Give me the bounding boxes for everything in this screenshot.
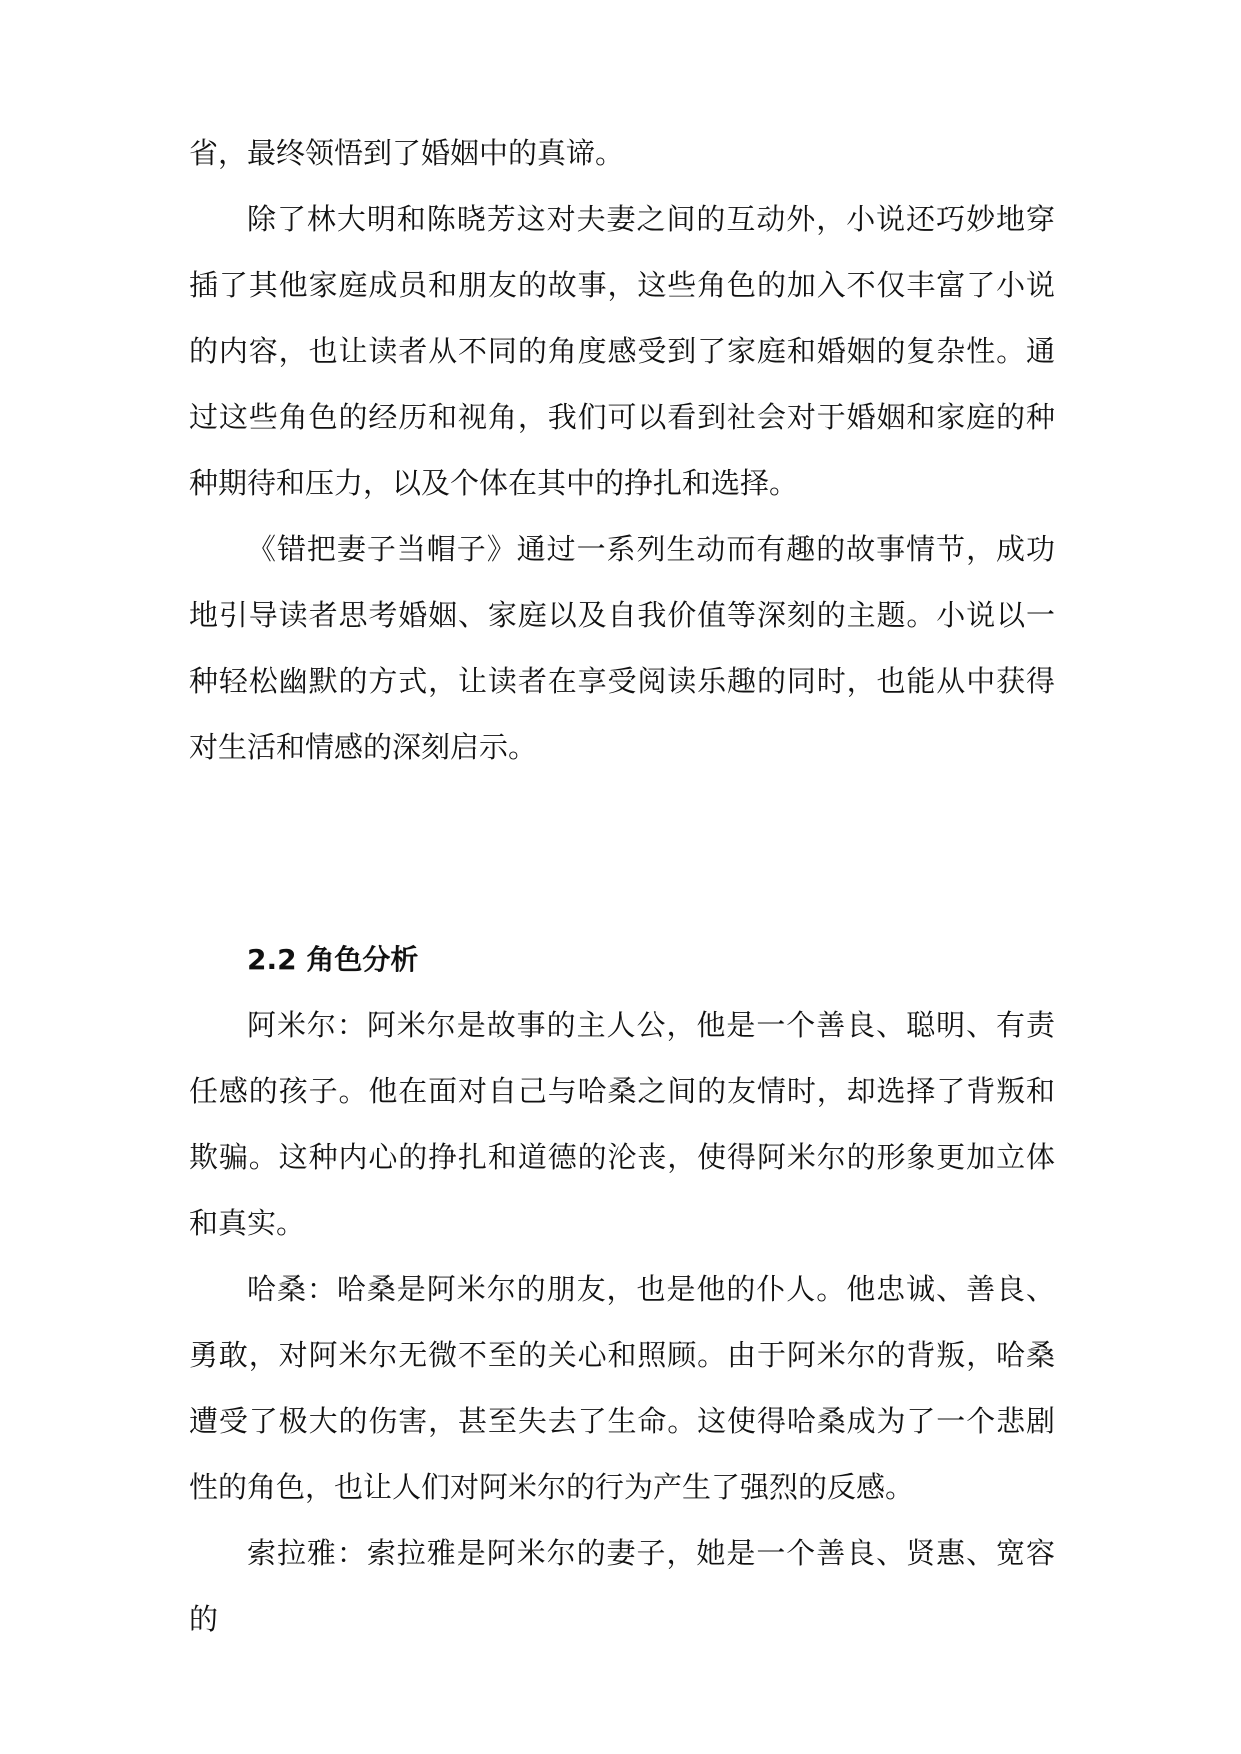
paragraph-hassan: 哈桑：哈桑是阿米尔的朋友，也是他的仆人。他忠诚、善良、勇敢，对阿米尔无微不至的关心和照顾。由于阿米尔的背叛，哈桑遭受了极大的伤害，甚至失去了生命。这使得哈桑成为了一个悲剧性的角色，也让人们对阿米尔的行为产生了强烈的反感。 [189,1272,1055,1504]
section-heading: 2.2 角色分析 [247,943,419,976]
paragraph-novel-summary: 《错把妻子当帽子》通过一系列生动而有趣的故事情节，成功地引导读者思考婚姻、家庭以及自我价值等深刻的主题。小说以一种轻松幽默的方式，让读者在享受阅读乐趣的同时，也能从中获得对生活和情感的深刻启示。 [189,532,1055,764]
top-text-block [189,120,1055,780]
paragraph-soraya: 索拉雅：索拉雅是阿米尔的妻子，她是一个善良、贤惠、宽容的 [189,1536,1055,1636]
paragraph-amir: 阿米尔：阿米尔是故事的主人公，他是一个善良、聪明、有责任感的孩子。他在面对自己与哈桑之间的友情时，却选择了背叛和欺骗。这种内心的挣扎和道德的沦丧，使得阿米尔的形象更加立体和真实。 [189,1008,1055,1240]
bottom-text-block [189,992,1055,1652]
paragraph-family-story: 除了林大明和陈晓芳这对夫妻之间的互动外，小说还巧妙地穿插了其他家庭成员和朋友的故事，这些角色的加入不仅丰富了小说的内容，也让读者从不同的角度感受到了家庭和婚姻的复杂性。通过这些角色的经历和视角，我们可以看到社会对于婚姻和家庭的种种期待和压力，以及个体在其中的挣扎和选择。 [189,202,1055,500]
paragraph-continuation: 省，最终领悟到了婚姻中的真谛。 [189,136,625,170]
